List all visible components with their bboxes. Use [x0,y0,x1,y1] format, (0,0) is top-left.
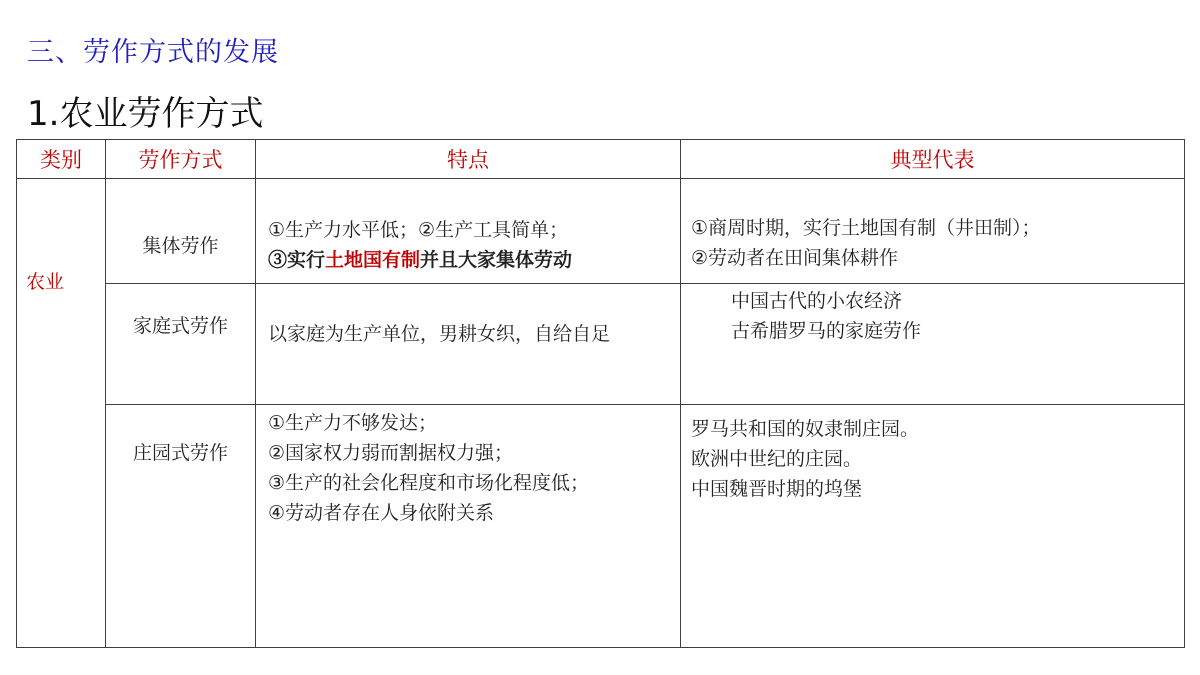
representative-line: 欧洲中世纪的庄园。 [691,448,863,470]
table-row [17,179,1185,284]
representative-line: ②劳动者在田间集体耕作 [691,247,899,269]
feature-prefix: ③实行 [268,249,326,271]
table-row [17,284,1185,405]
feature-line [268,245,680,275]
way-label: 庄园式劳作 [132,442,228,464]
representative-line: 中国古代的小农经济 [731,290,903,312]
way-cell [106,179,256,284]
features-cell [256,179,681,284]
feature-suffix: 并且大家集体劳动 [420,249,573,271]
way-label: 集体劳作 [142,235,219,257]
representative-line: 中国魏晋时期的坞堡 [691,478,863,500]
feature-line: ③生产的社会化程度和市场化程度低； [268,472,590,494]
way-cell [106,284,256,405]
table-header-row [17,140,1185,179]
header-representatives: 典型代表 [681,140,1185,179]
header-category: 类别 [17,140,106,179]
feature-line: 以家庭为生产单位，男耕女织，自给自足 [268,323,611,345]
representative-line: ①商周时期，实行土地国有制（井田制）； [691,217,1041,239]
table-row [17,405,1185,648]
way-label: 家庭式劳作 [132,315,228,337]
labor-table [16,139,1185,648]
features-cell [256,284,681,405]
feature-line: ①生产力水平低；②生产工具简单； [268,219,569,241]
category-label: 农业 [26,271,65,293]
header-way: 劳作方式 [106,140,256,179]
features-cell [256,405,681,648]
header-features: 特点 [256,140,681,179]
representatives-cell [681,405,1185,648]
sub-title: 1.农业劳作方式 [27,94,264,134]
representative-line: 古希腊罗马的家庭劳作 [731,320,922,342]
feature-highlight: 土地国有制 [325,249,421,271]
feature-line: ④劳动者存在人身依附关系 [268,502,495,524]
section-title: 三、劳作方式的发展 [27,37,279,68]
representatives-cell [681,284,1185,405]
feature-line: ②国家权力弱而割据权力强； [268,442,514,464]
feature-line: ①生产力不够发达； [268,412,438,434]
way-cell [106,405,256,648]
representatives-cell [681,179,1185,284]
category-cell [17,179,106,648]
representative-line: 罗马共和国的奴隶制庄园。 [691,418,920,440]
